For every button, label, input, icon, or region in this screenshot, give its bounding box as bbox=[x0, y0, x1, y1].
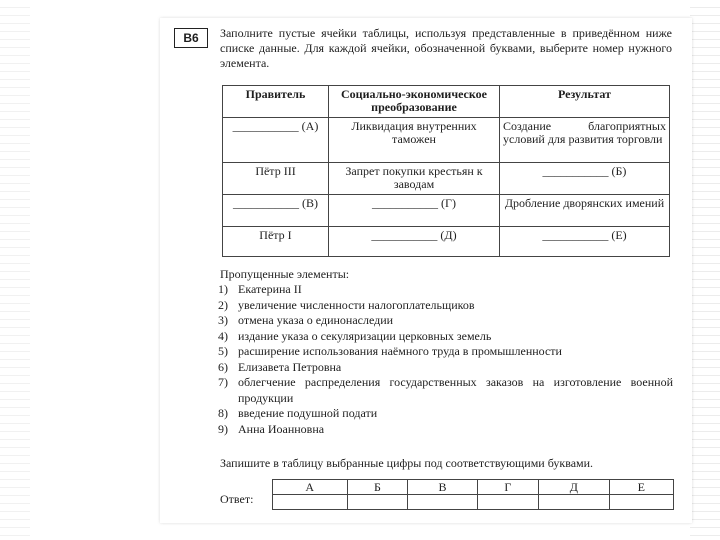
list-item-number: 3) bbox=[218, 313, 228, 327]
list-item-text: расширение использования наёмного труда в промышленности bbox=[238, 344, 562, 358]
table-cell[interactable]: ___________ (Г) bbox=[329, 195, 500, 227]
answer-input-cell[interactable] bbox=[347, 495, 408, 510]
list-item-text: издание указа о секуляризации церковных земель bbox=[238, 328, 492, 343]
table-row bbox=[223, 227, 670, 257]
list-item bbox=[218, 375, 673, 406]
history-table bbox=[222, 85, 670, 257]
table-cell[interactable]: ___________ (В) bbox=[223, 195, 329, 227]
table-cell: Ликвидация внутренних таможен bbox=[329, 118, 500, 163]
header-reform: Социально-экономическое преобразование bbox=[329, 86, 500, 118]
list-item-text: увеличение численности налогоплательщиков bbox=[238, 297, 475, 312]
table-row bbox=[223, 118, 670, 163]
background-stripes-right bbox=[690, 0, 720, 540]
answer-input-cell[interactable] bbox=[273, 495, 348, 510]
list-item-text: облегчение распределения государственных заказов на изготовление военной продукции bbox=[238, 375, 673, 405]
answer-letter: А bbox=[273, 480, 348, 495]
list-item-number: 1) bbox=[218, 282, 228, 296]
task-number-badge: В6 bbox=[174, 28, 208, 48]
list-item-number: 8) bbox=[218, 406, 228, 420]
table-header-row bbox=[223, 86, 670, 118]
list-item bbox=[218, 282, 673, 298]
task-sheet bbox=[160, 18, 692, 523]
table-cell: Создание благоприятных условий для развития торговли bbox=[500, 118, 670, 163]
list-item-text: Анна Иоанновна bbox=[238, 421, 325, 436]
answer-letter: В bbox=[408, 480, 477, 495]
list-item-number: 2) bbox=[218, 297, 228, 312]
answer-letter: Е bbox=[609, 480, 673, 495]
answer-input-cell[interactable] bbox=[477, 495, 538, 510]
answer-letter: Б bbox=[347, 480, 408, 495]
list-item-number: 4) bbox=[218, 328, 228, 343]
answer-letter: Г bbox=[477, 480, 538, 495]
list-item-text: введение подушной подати bbox=[238, 406, 378, 420]
answer-letters-row bbox=[273, 480, 674, 495]
answer-letter: Д bbox=[538, 480, 609, 495]
answer-input-row bbox=[273, 495, 674, 510]
table-row bbox=[223, 163, 670, 195]
table-cell: Пётр III bbox=[223, 163, 329, 195]
answer-input-cell[interactable] bbox=[408, 495, 477, 510]
table-cell: Дробление дворянских имений bbox=[500, 195, 670, 227]
list-item bbox=[218, 406, 673, 422]
table-cell[interactable]: ___________ (Е) bbox=[500, 227, 670, 257]
list-item bbox=[218, 298, 673, 314]
list-item bbox=[218, 329, 673, 345]
table-cell[interactable]: ___________ (Б) bbox=[500, 163, 670, 195]
answer-input-cell[interactable] bbox=[538, 495, 609, 510]
answer-input-cell[interactable] bbox=[609, 495, 673, 510]
missing-elements-list bbox=[218, 282, 673, 437]
list-item bbox=[218, 360, 673, 376]
list-item bbox=[218, 313, 673, 329]
list-item-text: Елизавета Петровна bbox=[238, 359, 342, 374]
list-item-number: 6) bbox=[218, 359, 228, 374]
list-item-number: 9) bbox=[218, 421, 228, 436]
list-item-number: 5) bbox=[218, 344, 228, 358]
header-result: Результат bbox=[500, 86, 670, 118]
list-item bbox=[218, 422, 673, 438]
answer-table bbox=[272, 479, 674, 510]
background-stripes-left bbox=[0, 0, 30, 540]
list-item-number: 7) bbox=[218, 375, 228, 389]
answer-label: Ответ: bbox=[220, 492, 254, 506]
table-cell: Пётр I bbox=[223, 227, 329, 257]
write-instruction: Запишите в таблицу выбранные цифры под соответствующими буквами. bbox=[220, 456, 594, 470]
table-cell[interactable]: ___________ (Д) bbox=[329, 227, 500, 257]
table-row bbox=[223, 195, 670, 227]
list-item bbox=[218, 344, 673, 360]
header-ruler: Правитель bbox=[223, 86, 329, 118]
missing-elements-title: Пропущенные элементы: bbox=[220, 267, 350, 281]
task-instruction: Заполните пустые ячейки таблицы, используя представленные в приведённом ниже списке данные. Для каждой ячейки, обозначенной буквами, выберите номер нужного элемента. bbox=[220, 26, 672, 70]
list-item-text: Екатерина II bbox=[238, 282, 302, 296]
table-cell[interactable]: ___________ (А) bbox=[223, 118, 329, 163]
table-cell: Запрет покупки крестьян к заводам bbox=[329, 163, 500, 195]
list-item-text: отмена указа о единонаследии bbox=[238, 313, 394, 327]
